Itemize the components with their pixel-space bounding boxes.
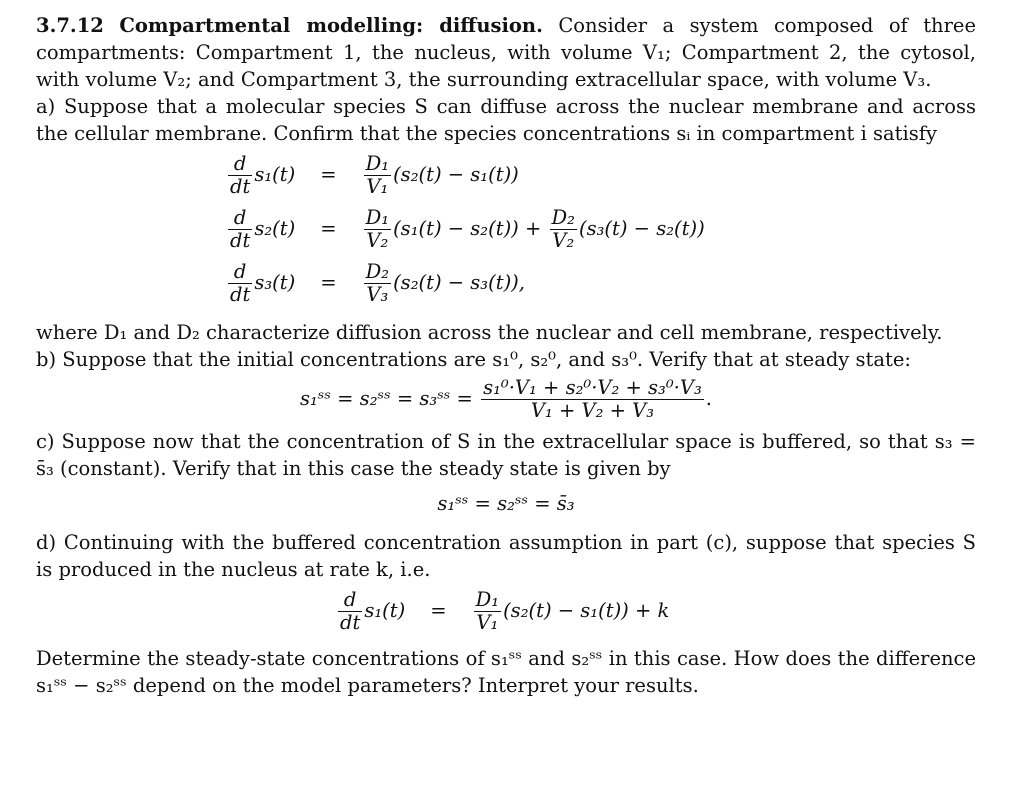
problem-intro-text: Consider a system composed of three compartments: Compartment 1, the nucleus, with volume V₁; Compartment 2, the cytosol, with volume V₂; and Compartment 3, the surrounding extracellular space, with volume V₃. xyxy=(36,14,977,91)
equals-sign: = xyxy=(320,163,337,186)
equals-sign: = xyxy=(430,599,447,622)
ode-row-2 xyxy=(226,207,705,261)
ode-row-production xyxy=(336,589,669,643)
part-d-text: d) Continuing with the buffered concentration assumption in part (c), suppose that species S is produced in the nucleus at rate k, i.e. xyxy=(36,531,976,581)
ode-lhs-2: s₂(t) xyxy=(254,217,296,240)
ode-rhs-2b: (s₃(t) − s₂(t)) xyxy=(578,217,705,240)
part-b-text: b) Suppose that the initial concentrations are s₁⁰, s₂⁰, and s₃⁰. Verify that at steady state: xyxy=(36,348,911,371)
diffusion-coefficient-fraction: $\frac{\text{D₂}}{\text{V₂}}$ xyxy=(551,206,575,252)
part-c-text: c) Suppose now that the concentration of S in the extracellular space is buffered, so that s₃ = s̄₃ (constant). Verify that in this case the steady state is given by xyxy=(36,430,976,480)
equals-sign: = xyxy=(320,217,337,240)
steady-state-equation-c: s₁ˢˢ = s₂ˢˢ = s̄₃ xyxy=(437,492,575,515)
ode-rhs-1: (s₂(t) − s₁(t)) xyxy=(393,163,519,186)
ode-lhs-1: s₁(t) xyxy=(254,163,296,186)
ode-lhs-production: s₁(t) xyxy=(364,599,406,622)
problem-number: 3.7.12 xyxy=(36,14,104,37)
diffusion-coefficient-fraction: $\frac{\text{D₁}}{\text{V₁}}$ xyxy=(475,588,500,634)
ode-lhs-3: s₃(t) xyxy=(254,271,296,294)
derivative-operator: $\frac{d}{dt}$ xyxy=(230,206,251,252)
weighted-average-fraction: $\frac{\text{s₁⁰·V₁ + s₂⁰·V₂ + s₃⁰·V₃}}{\text{V₁ + V₂ + V₃}}$ xyxy=(483,376,702,422)
ode-row-1 xyxy=(226,153,519,207)
diffusion-coefficient-fraction: $\frac{\text{D₁}}{\text{V₂}}$ xyxy=(365,206,390,252)
part-d-question: Determine the steady-state concentrations of s₁ˢˢ and s₂ˢˢ in this case. How does the difference s₁ˢˢ − s₂ˢˢ depend on the model parameters? Interpret your results. xyxy=(36,647,976,697)
equals-sign: = xyxy=(320,271,337,294)
part-a-text: a) Suppose that a molecular species S can diffuse across the nuclear membrane and across the cellular membrane. Confirm that the species concentrations sᵢ in compartment i satisfy xyxy=(36,95,976,145)
ode-rhs-3: (s₂(t) − s₃(t)), xyxy=(393,271,525,294)
derivative-operator: $\frac{d}{dt}$ xyxy=(340,588,361,634)
diffusion-coefficient-fraction: $\frac{\text{D₂}}{\text{V₃}}$ xyxy=(365,260,390,306)
derivative-operator: $\frac{d}{dt}$ xyxy=(230,152,251,198)
problem-intro xyxy=(36,12,976,93)
derivative-operator: $\frac{d}{dt}$ xyxy=(230,260,251,306)
ode-row-3 xyxy=(226,261,525,315)
ode-rhs-production: (s₂(t) − s₁(t)) + k xyxy=(503,599,670,622)
part-a-where: where D₁ and D₂ characterize diffusion across the nuclear and cell membrane, respectively. xyxy=(36,321,943,344)
ode-rhs-2a: (s₁(t) − s₂(t)) + xyxy=(393,217,542,240)
problem-title: Compartmental modelling: diffusion. xyxy=(119,14,543,37)
ode-system xyxy=(36,147,976,319)
steady-state-equation-b: s₁ˢˢ = s₂ˢˢ = s₃ˢˢ = $\frac{\text{s₁⁰·V₁ + s₂⁰·V₂ + s₃⁰·V₃}}{\text{V₁ + V₂ + V₃}}$ . xyxy=(299,376,712,422)
steady-state-lhs: s₁ˢˢ = s₂ˢˢ = s₃ˢˢ = xyxy=(299,387,473,410)
diffusion-coefficient-fraction: $\frac{\text{D₁}}{\text{V₁}}$ xyxy=(365,152,390,198)
problem-page xyxy=(36,8,976,699)
production-equation xyxy=(36,583,976,645)
